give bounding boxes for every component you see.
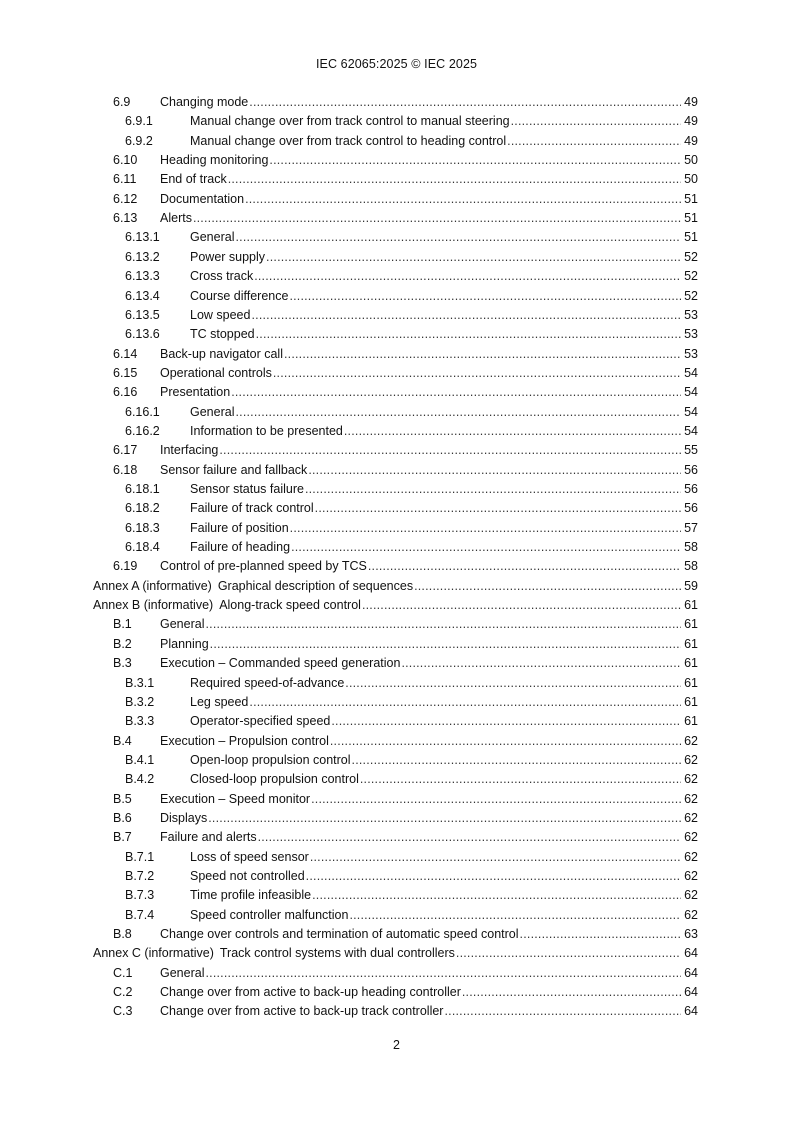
toc-entry-page: 51: [684, 191, 698, 206]
toc-dot-leader: [205, 615, 681, 634]
toc-entry[interactable]: [113, 209, 698, 228]
toc-entry[interactable]: [113, 983, 698, 1002]
toc-entry-page: 62: [684, 888, 698, 903]
toc-dot-leader: [507, 132, 681, 151]
toc-entry-title: Loss of speed sensor: [190, 849, 309, 864]
toc-dot-leader: [312, 886, 681, 905]
toc-entry[interactable]: [113, 151, 698, 170]
toc-entry-page: 58: [684, 540, 698, 555]
toc-entry-number: 6.15: [113, 365, 138, 380]
toc-entry-page: 51: [684, 211, 698, 226]
toc-entry-title: Low speed: [190, 307, 251, 322]
toc-entry[interactable]: [113, 925, 698, 944]
toc-entry[interactable]: [113, 383, 698, 402]
toc-entry-title: Along-track speed control: [219, 598, 361, 613]
toc-entry[interactable]: [125, 403, 698, 422]
toc-dot-leader: [266, 248, 681, 267]
toc-dot-leader: [315, 499, 681, 518]
toc-entry-number: B.4.1: [125, 752, 155, 767]
toc-entry-number: B.7.4: [125, 907, 155, 922]
toc-entry-number: B.2: [113, 636, 132, 651]
toc-dot-leader: [311, 790, 681, 809]
toc-dot-leader: [310, 848, 681, 867]
toc-entry[interactable]: [125, 325, 698, 344]
toc-dot-leader: [273, 364, 681, 383]
toc-entry-title: End of track: [160, 172, 227, 187]
page-number: 2: [393, 1038, 400, 1052]
toc-dot-leader: [414, 577, 681, 596]
toc-entry-number: 6.14: [113, 346, 138, 361]
toc-dot-leader: [331, 712, 681, 731]
toc-entry-page: 61: [684, 714, 698, 729]
toc-entry-number: 6.13: [113, 211, 138, 226]
toc-entry-page: 62: [684, 830, 698, 845]
toc-entry-title: Cross track: [190, 269, 254, 284]
toc-entry-title: Control of pre-planned speed by TCS: [160, 559, 367, 574]
toc-entry-number: 6.13.3: [125, 269, 160, 284]
toc-entry-number: 6.13.2: [125, 249, 160, 264]
toc-entry-page: 52: [684, 249, 698, 264]
toc-dot-leader: [258, 828, 681, 847]
toc-entry-number: B.4.2: [125, 772, 155, 787]
toc-dot-leader: [306, 867, 681, 886]
toc-entry[interactable]: [113, 654, 698, 673]
toc-entry[interactable]: [125, 499, 698, 518]
toc-entry[interactable]: [113, 615, 698, 634]
toc-entry[interactable]: [113, 170, 698, 189]
toc-dot-leader: [235, 403, 681, 422]
toc-entry-title: Speed not controlled: [190, 869, 305, 883]
toc-entry-page: 56: [684, 462, 698, 477]
toc-entry-page: 62: [684, 907, 698, 922]
toc-entry-page: 53: [684, 346, 698, 361]
toc-dot-leader: [231, 383, 681, 402]
toc-entry-number: 6.16: [113, 385, 138, 400]
toc-entry-page: 64: [684, 946, 698, 961]
toc-entry-number: 6.13.5: [125, 307, 160, 322]
toc-dot-leader: [235, 228, 681, 247]
toc-dot-leader: [228, 170, 681, 189]
toc-entry-page: 64: [684, 965, 698, 980]
toc-entry-page: 54: [684, 404, 698, 419]
page-header: IEC 62065:2025 © IEC 2025: [315, 57, 478, 71]
toc-entry[interactable]: [113, 790, 698, 809]
toc-entry-page: 62: [684, 791, 698, 806]
toc-entry[interactable]: [113, 441, 698, 460]
toc-entry[interactable]: [125, 693, 698, 712]
toc-entry-number: B.4: [113, 733, 132, 748]
toc-entry-title: Change over controls and termination of automatic speed control: [160, 927, 519, 942]
toc-entry-title: Failure of position: [190, 520, 289, 535]
toc-dot-leader: [511, 112, 681, 131]
toc-entry-page: 51: [684, 230, 698, 245]
toc-entry-title: Displays: [160, 810, 208, 825]
toc-entry[interactable]: [113, 828, 698, 847]
toc-entry-page: 49: [684, 114, 698, 129]
toc-entry-title: TC stopped: [190, 327, 255, 342]
toc-entry-page: 52: [684, 269, 698, 284]
toc-dot-leader: [210, 635, 681, 654]
toc-entry-title: General: [160, 965, 205, 980]
toc-dot-leader: [330, 732, 681, 751]
toc-entry-number: B.7.2: [125, 869, 155, 883]
toc-dot-leader: [344, 422, 681, 441]
toc-dot-leader: [269, 151, 681, 170]
toc-entry-number: Annex A (informative): [93, 578, 212, 593]
toc-entry-page: 54: [684, 365, 698, 380]
toc-entry-page: 62: [684, 733, 698, 748]
toc-entry-title: Execution – Speed monitor: [160, 791, 311, 806]
toc-entry-page: 49: [684, 133, 698, 148]
toc-entry-title: Manual change over from track control to manual steering: [190, 114, 510, 129]
toc-entry-title: Track control systems with dual controllers: [219, 946, 455, 961]
toc-entry[interactable]: [125, 886, 698, 905]
toc-entry-number: B.7: [113, 830, 132, 845]
toc-entry[interactable]: [113, 1002, 698, 1021]
toc-entry[interactable]: [125, 248, 698, 267]
toc-entry-page: 57: [684, 520, 698, 535]
toc-entry[interactable]: [113, 732, 698, 751]
toc-entry[interactable]: [113, 345, 698, 364]
toc-entry-page: 49: [684, 95, 698, 109]
toc-entry-page: 61: [684, 617, 698, 632]
toc-entry[interactable]: [93, 577, 698, 596]
toc-entry-number: Annex B (informative): [93, 598, 214, 613]
toc-dot-leader: [249, 693, 681, 712]
toc-entry[interactable]: [125, 538, 698, 557]
toc-entry-title: Failure and alerts: [160, 830, 257, 845]
toc-entry[interactable]: [113, 364, 698, 383]
toc-entry-title: Failure of heading: [190, 540, 291, 555]
toc-entry-number: 6.18.4: [125, 540, 160, 555]
toc-entry-number: B.8: [113, 927, 132, 942]
toc-dot-leader: [308, 461, 681, 480]
toc-entry[interactable]: [93, 944, 698, 963]
toc-entry-title: Failure of track control: [190, 501, 314, 516]
toc-dot-leader: [305, 480, 681, 499]
toc-dot-leader: [245, 190, 681, 209]
toc-entry-page: 62: [684, 752, 698, 767]
toc-entry-page: 59: [684, 578, 698, 593]
toc-dot-leader: [456, 944, 681, 963]
toc-entry-title: Sensor status failure: [190, 482, 304, 496]
toc-entry-title: Power supply: [190, 249, 266, 264]
toc-entry-number: 6.19: [113, 559, 138, 574]
toc-entry-title: Manual change over from track control to heading control: [190, 133, 507, 148]
toc-dot-leader: [289, 287, 681, 306]
toc-entry[interactable]: [113, 557, 698, 576]
toc-entry[interactable]: [125, 480, 698, 499]
toc-entry[interactable]: [125, 422, 698, 441]
toc-entry[interactable]: [113, 809, 698, 828]
toc-entry-number: 6.11: [113, 172, 137, 187]
toc-entry-title: Open-loop propulsion control: [190, 752, 351, 767]
toc-entry-number: 6.9: [113, 95, 131, 109]
toc-entry-title: Changing mode: [160, 95, 249, 109]
toc-dot-leader: [345, 674, 681, 693]
toc-entry-page: 62: [684, 772, 698, 787]
toc-dot-leader: [254, 267, 681, 286]
toc-entry-page: 62: [684, 849, 698, 864]
toc-entry-title: Presentation: [160, 385, 231, 400]
toc-entry-title: Required speed-of-advance: [190, 675, 345, 690]
toc-entry-number: 6.16.1: [125, 404, 160, 419]
toc-entry-number: 6.16.2: [125, 423, 160, 438]
toc-entry[interactable]: [125, 848, 698, 867]
toc-entry-number: 6.18.3: [125, 520, 160, 535]
toc-entry-page: 52: [684, 288, 698, 303]
toc-dot-leader: [362, 596, 681, 615]
toc-entry[interactable]: [125, 674, 698, 693]
toc-entry-number: B.3.2: [125, 694, 155, 709]
toc-entry-number: 6.10: [113, 153, 138, 168]
toc-entry-page: 56: [684, 482, 698, 496]
toc-entry-title: Alerts: [160, 211, 192, 226]
toc-entry-title: Heading monitoring: [160, 153, 269, 168]
toc-entry-number: 6.18: [113, 462, 138, 477]
toc-dot-leader: [284, 345, 681, 364]
toc-entry-title: Information to be presented: [190, 423, 343, 438]
toc-entry-number: 6.18.1: [125, 482, 160, 496]
toc-entry-number: B.3.1: [125, 675, 155, 690]
toc-dot-leader: [349, 906, 681, 925]
toc-entry-page: 53: [684, 307, 698, 322]
toc-entry-page: 62: [684, 869, 698, 883]
toc-entry-page: 64: [684, 985, 698, 1000]
toc-dot-leader: [401, 654, 681, 673]
toc-dot-leader: [352, 751, 681, 770]
toc-entry-page: 61: [684, 636, 698, 651]
toc-entry-title: Sensor failure and fallback: [160, 462, 308, 477]
toc-dot-leader: [290, 519, 681, 538]
toc-entry-title: Speed controller malfunction: [190, 907, 349, 922]
toc-entry-title: Graphical description of sequences: [217, 578, 414, 593]
toc-entry-number: 6.13.6: [125, 327, 160, 342]
toc-entry[interactable]: [125, 712, 698, 731]
toc-dot-leader: [520, 925, 681, 944]
toc-dot-leader: [193, 209, 681, 228]
toc-entry-title: Time profile infeasible: [190, 888, 312, 903]
toc-entry-title: Closed-loop propulsion control: [190, 772, 359, 787]
toc-entry-number: Annex C (informative): [93, 946, 214, 961]
toc-entry-number: B.1: [113, 617, 132, 632]
toc-entry-title: Back-up navigator call: [160, 346, 283, 361]
toc-entry-number: B.3.3: [125, 714, 155, 729]
toc-dot-leader: [251, 306, 681, 325]
toc-dot-leader: [205, 964, 681, 983]
toc-entry-page: 54: [684, 385, 698, 400]
toc-dot-leader: [249, 93, 681, 112]
toc-entry[interactable]: [125, 267, 698, 286]
toc-entry[interactable]: [113, 190, 698, 209]
toc-entry-number: 6.9.2: [125, 133, 153, 148]
toc-entry[interactable]: [125, 906, 698, 925]
toc-entry-title: Execution – Commanded speed generation: [160, 656, 401, 671]
toc-entry[interactable]: [113, 461, 698, 480]
toc-entry-page: 62: [684, 810, 698, 825]
toc-entry-title: Interfacing: [160, 443, 219, 458]
toc-entry[interactable]: [113, 964, 698, 983]
toc-entry-number: C.2: [113, 985, 133, 1000]
toc-entry-page: 64: [684, 1004, 698, 1019]
toc-entry-title: Leg speed: [190, 694, 249, 709]
toc-entry-page: 63: [684, 927, 698, 942]
toc-entry[interactable]: [113, 635, 698, 654]
toc-entry-page: 61: [684, 694, 698, 709]
toc-dot-leader: [219, 441, 681, 460]
toc-dot-leader: [360, 770, 681, 789]
toc-entry-page: 50: [684, 153, 698, 168]
toc-dot-leader: [256, 325, 681, 344]
toc-entry-title: General: [160, 617, 205, 632]
toc-entry-number: C.3: [113, 1004, 133, 1019]
toc-entry-title: General: [190, 230, 235, 245]
toc-entry-title: Planning: [160, 636, 209, 651]
toc-dot-leader: [444, 1002, 681, 1021]
toc-entry-page: 50: [684, 172, 698, 187]
toc-entry-page: 61: [684, 598, 698, 613]
toc-entry[interactable]: [125, 112, 698, 131]
toc-entry-number: 6.17: [113, 443, 138, 458]
toc-entry-number: 6.13.1: [125, 230, 160, 245]
toc-entry-number: 6.12: [113, 191, 138, 206]
toc-dot-leader: [462, 983, 681, 1002]
toc-entry[interactable]: [125, 306, 698, 325]
toc-entry-page: 61: [684, 656, 698, 671]
toc-entry-number: 6.18.2: [125, 501, 160, 516]
toc-entry-number: C.1: [113, 965, 133, 980]
toc-entry[interactable]: [125, 132, 698, 151]
toc-entry-title: Operational controls: [160, 365, 272, 380]
toc-entry[interactable]: [93, 596, 698, 615]
toc-entry-number: B.6: [113, 810, 132, 825]
toc-entry[interactable]: [125, 519, 698, 538]
toc-entry[interactable]: [125, 770, 698, 789]
toc-dot-leader: [291, 538, 681, 557]
toc-entry-title: General: [190, 404, 235, 419]
toc-entry-title: Course difference: [190, 288, 289, 303]
toc-entry-page: 54: [684, 423, 698, 438]
toc-entry-number: B.5: [113, 791, 132, 806]
toc-dot-leader: [368, 557, 681, 576]
toc-entry-page: 53: [684, 327, 698, 342]
toc-dot-leader: [208, 809, 681, 828]
toc-entry[interactable]: [125, 867, 698, 886]
toc-entry-page: 56: [684, 501, 698, 516]
toc-entry-number: B.7.3: [125, 888, 155, 903]
toc-entry-title: Change over from active to back-up heading controller: [160, 985, 461, 1000]
toc-entry-page: 61: [684, 675, 698, 690]
toc-entry-title: Operator-specified speed: [190, 714, 331, 729]
toc-entry-page: 58: [684, 559, 698, 574]
toc-entry[interactable]: [125, 751, 698, 770]
toc-entry-number: B.3: [113, 656, 132, 671]
toc-entry-title: Documentation: [160, 191, 245, 206]
toc-entry-title: Change over from active to back-up track controller: [160, 1004, 444, 1019]
toc-entry[interactable]: [125, 228, 698, 247]
toc-entry-number: B.7.1: [125, 849, 155, 864]
toc-entry[interactable]: [113, 93, 698, 112]
toc-entry-number: 6.9.1: [125, 114, 153, 129]
toc-entry[interactable]: [125, 287, 698, 306]
toc-entry-page: 55: [684, 443, 698, 458]
toc-entry-title: Execution – Propulsion control: [160, 733, 329, 748]
toc-entry-number: 6.13.4: [125, 288, 160, 303]
